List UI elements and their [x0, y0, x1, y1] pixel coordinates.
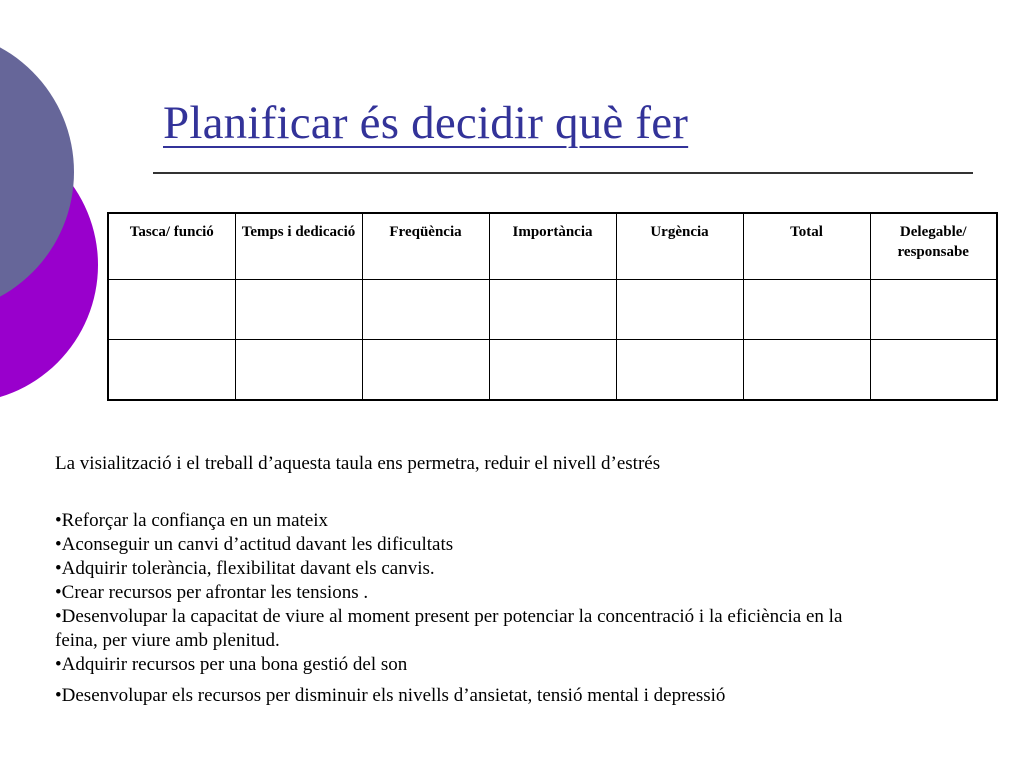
table-cell: [489, 280, 616, 340]
table-row: [108, 340, 997, 401]
list-item: •Crear recursos per afrontar les tensions .: [55, 582, 369, 603]
table-cell: [362, 280, 489, 340]
table-cell: [362, 340, 489, 401]
list-item: •Aconseguir un canvi d’actitud davant les dificultats: [55, 534, 454, 555]
table-cell: [870, 340, 997, 401]
list-item: •Adquirir recursos per una bona gestió del son: [55, 654, 408, 675]
table-cell: [616, 340, 743, 401]
planning-table: [107, 212, 998, 401]
header-urgencia: Urgència: [616, 213, 743, 280]
table-cell: [743, 340, 870, 401]
header-temps: Temps i dedicació: [235, 213, 362, 280]
slate-circle: [0, 30, 74, 314]
list-item: •Desenvolupar els recursos per disminuir els nivells d’ansietat, tensió mental i depressió: [55, 685, 726, 706]
header-delegable: Delegable/ responsabe: [870, 213, 997, 280]
table-cell: [743, 280, 870, 340]
table-cell: [108, 280, 235, 340]
table-cell: [235, 340, 362, 401]
body-text: [55, 452, 855, 708]
table-cell: [235, 280, 362, 340]
header-importancia: Importància: [489, 213, 616, 280]
list-item: •Reforçar la confiança en un mateix: [55, 510, 329, 531]
table-cell: [108, 340, 235, 401]
header-total: Total: [743, 213, 870, 280]
list-item: •Desenvolupar la capacitat de viure al moment present per potenciar la concentració i la eficiència en la feina, per viure amb plenitud.: [55, 606, 843, 651]
table-header-row: [108, 213, 997, 280]
title-divider: [153, 172, 973, 174]
list-item: •Adquirir tolerància, flexibilitat davant els canvis.: [55, 558, 435, 579]
slide-title: Planificar és decidir què fer: [163, 97, 689, 149]
table-cell: [870, 280, 997, 340]
purple-circle: [0, 127, 98, 403]
header-tasca: Tasca/ funció: [108, 213, 235, 280]
intro-text: La visialització i el treball d’aquesta taula ens permetra, reduir el nivell d’estrés: [55, 453, 661, 474]
header-frequencia: Freqüència: [362, 213, 489, 280]
table-row: [108, 280, 997, 340]
table-cell: [616, 280, 743, 340]
benefits-list: [55, 509, 855, 708]
table-cell: [489, 340, 616, 401]
